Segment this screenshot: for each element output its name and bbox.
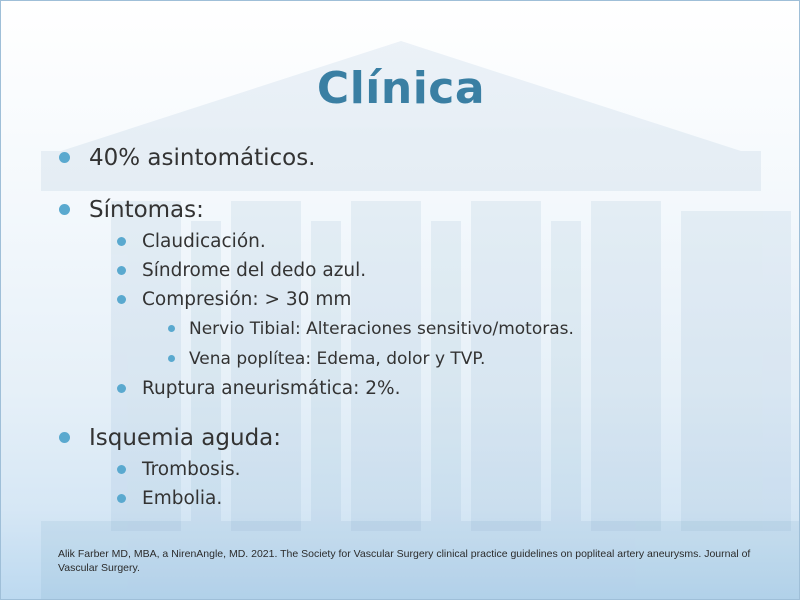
list-item-text: Isquemia aguda: <box>89 425 282 451</box>
citation-text: Alik Farber MD, MBA, a NirenAngle, MD. 2021. The Society for Vascular Surgery clinical practice guidelines on popliteal artery aneurysms. Journal of Vascular Surgery. <box>58 548 751 574</box>
list-item-text: Nervio Tibial: Alteraciones sensitivo/motoras. <box>189 319 574 339</box>
list-item <box>59 421 759 455</box>
list-item <box>59 193 759 227</box>
list-item-text: Vena poplítea: Edema, dolor y TVP. <box>189 349 486 369</box>
list-item-text: Ruptura aneurismática: 2%. <box>142 378 401 399</box>
sub-sub-list-item <box>167 314 759 344</box>
slide-content <box>59 141 759 513</box>
bullet-icon <box>117 295 126 304</box>
bullet-icon <box>168 325 175 332</box>
list-item-text: Síndrome del dedo azul. <box>142 260 367 281</box>
bullet-icon <box>117 384 126 393</box>
list-item-text: Trombosis. <box>142 459 241 480</box>
sub-list-item <box>116 374 759 403</box>
list-item-text: 40% asintomáticos. <box>89 145 316 171</box>
bullet-icon <box>59 152 70 163</box>
bullet-icon <box>168 355 175 362</box>
list-item-text: Claudicación. <box>142 231 266 252</box>
sub-list-item <box>116 227 759 256</box>
bullet-icon <box>117 266 126 275</box>
list-item-text: Embolia. <box>142 488 223 509</box>
bullet-icon <box>117 237 126 246</box>
sub-list-item <box>116 484 759 513</box>
list-item <box>59 141 759 175</box>
sub-list-item <box>116 455 759 484</box>
bullet-icon <box>117 465 126 474</box>
bullet-icon <box>59 204 70 215</box>
sub-list-item <box>116 285 759 314</box>
list-item-text: Compresión: > 30 mm <box>142 289 352 310</box>
list-item-text: Síntomas: <box>89 197 204 223</box>
slide-title: Clínica <box>316 63 486 114</box>
sub-list-item <box>116 256 759 285</box>
bullet-icon <box>117 494 126 503</box>
sub-sub-list-item <box>167 344 759 374</box>
bullet-list <box>59 141 759 513</box>
bullet-icon <box>59 432 70 443</box>
